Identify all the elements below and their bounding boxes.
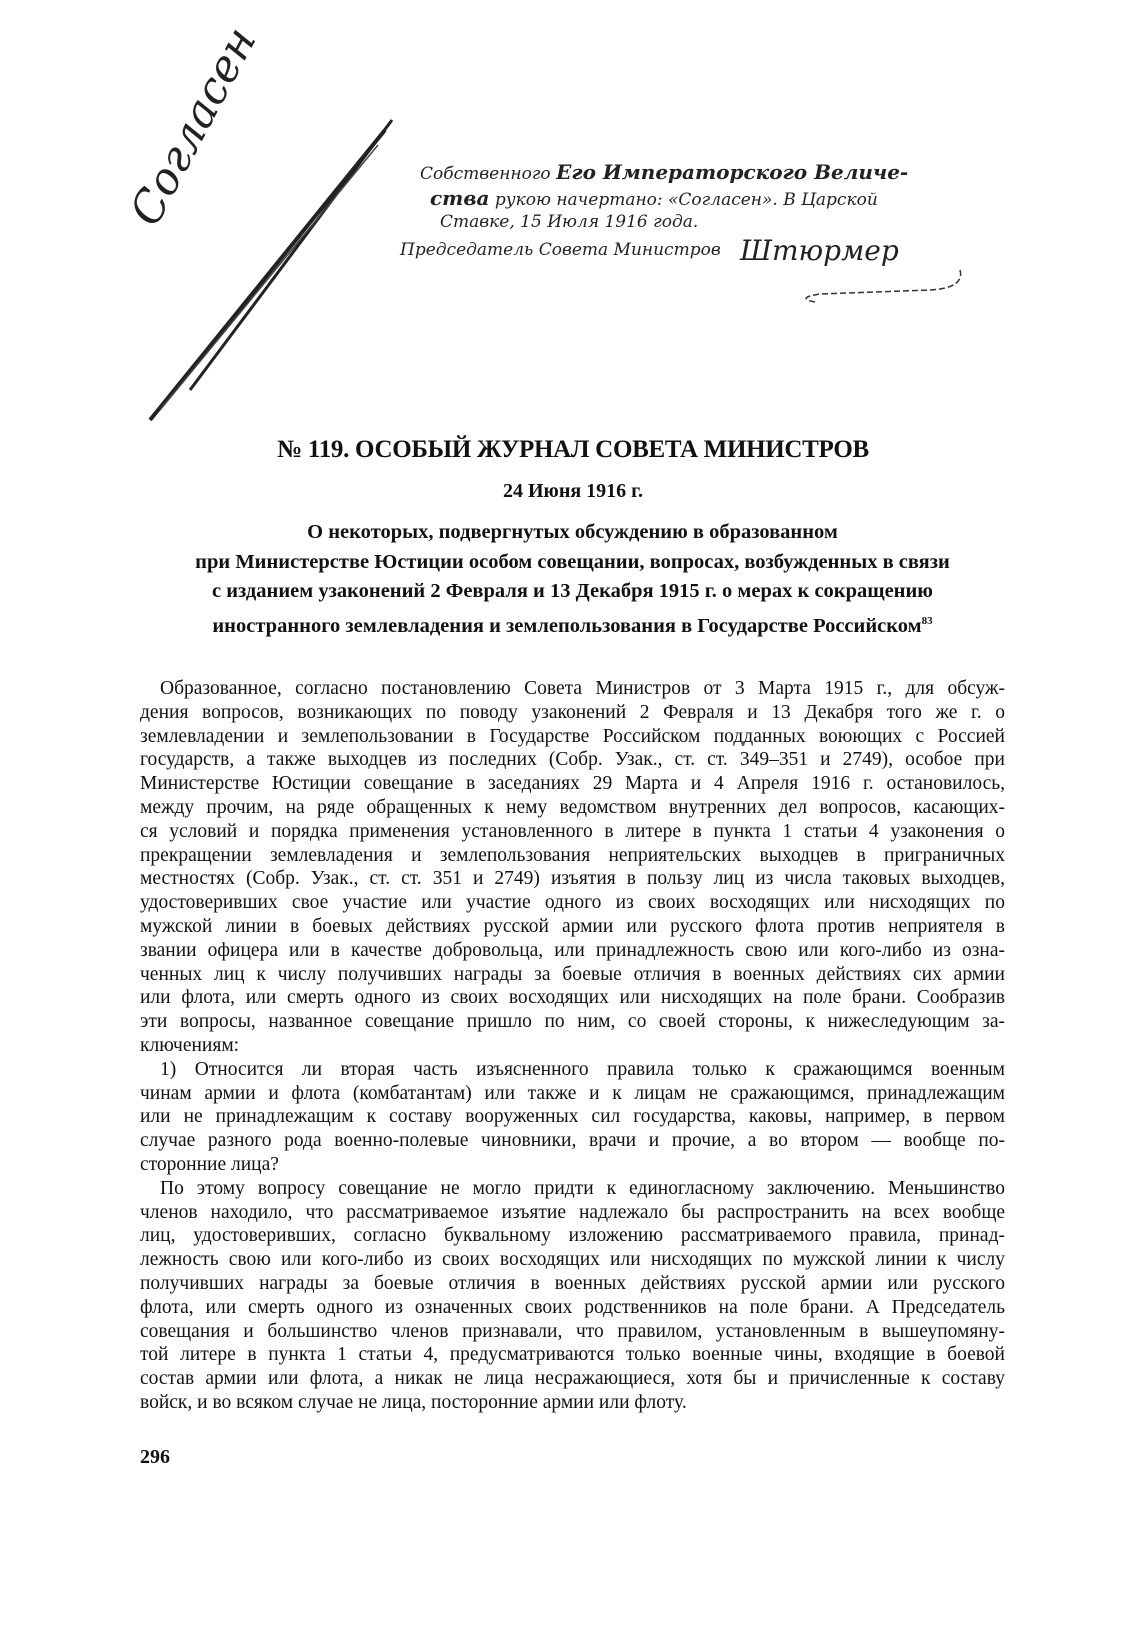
- body-line: получивших награды за боевые отличия в военных действиях русской армии или русского: [140, 1272, 1005, 1294]
- body-line: мужской линии в боевых действиях русской армии или русского флота против неприятеля в: [140, 915, 1005, 937]
- body-line: местностях (Собр. Узак., ст. ст. 351 и 2749) изъятия в пользу лиц из числа таковых выходцев,: [140, 868, 1005, 890]
- body-line: эти вопросы, названное совещание пришло по ним, со своей стороны, к нижеследующим за-: [140, 1011, 1005, 1033]
- body-line: ключениям:: [140, 1034, 240, 1056]
- body-line: По этому вопросу совещание не могло придти к единогласному заключению. Меньшинство: [160, 1177, 1005, 1199]
- body-line: флота, или смерть одного из означенных своих родственников на поле брани. А Председатель: [140, 1296, 1005, 1318]
- document-subtitle: [140, 518, 1005, 641]
- body-line: 1) Относится ли вторая часть изъясненного правила только к сражающимся военным: [160, 1058, 1005, 1080]
- facsimile-line-1: Собственного Его Императорского Величе-: [420, 160, 909, 184]
- body-line: Министерстве Юстиции совещание в заседаниях 29 Марта и 4 Апреля 1916 г. остановилось,: [140, 773, 1005, 795]
- document-title: № 119. ОСОБЫЙ ЖУРНАЛ СОВЕТА МИНИСТРОВ: [277, 436, 869, 463]
- body-line: состав армии или флота, а никак не лица несражающиеся, хотя бы и причисленные к составу: [140, 1368, 1005, 1390]
- subtitle-line: при Министерстве Юстиции особом совещании, вопросах, возбужденных в связи: [195, 550, 950, 573]
- subtitle-line: с изданием узаконений 2 Февраля и 13 Декабря 1915 г. о мерах к сокращению: [212, 580, 933, 602]
- body-line: государств, а также выходцев из последних (Собр. Узак., ст. ст. 349–351 и 2749), особое при: [140, 749, 1005, 771]
- body-line: Образованное, согласно постановлению Совета Министров от 3 Марта 1915 г., для обсуж-: [160, 678, 1005, 699]
- resolution-strokes: [130, 90, 410, 440]
- body-line: или не принадлежащим к составу вооруженных сил государства, каковы, например, в первом: [140, 1106, 1005, 1128]
- body-line: звании офицера или в качестве добровольца, или принадлежность свою или кого-либо из озна-: [140, 939, 1005, 961]
- body-line: удостоверивших свое участие или участие одного из своих восходящих или нисходящих по: [140, 892, 1005, 914]
- body-line: ченных лиц к числу получивших награды за боевые отличия в военных действиях сих армии: [140, 963, 1005, 985]
- marginal-resolution: Согласен: [120, 19, 267, 234]
- document-date: 24 Июня 1916 г.: [502, 480, 643, 502]
- body-line: случае разного рода военно-полевые чиновники, врачи и прочие, а во втором — вообще по-: [140, 1130, 1005, 1152]
- body-text: [140, 677, 1005, 1415]
- body-line: сторонние лица?: [140, 1153, 279, 1175]
- body-line: между прочим, на ряде обращенных к нему ведомством внутренних дел вопросов, касающих-: [140, 796, 1005, 818]
- facsimile-line-4: Председатель Совета Министров: [400, 240, 721, 260]
- body-line: землевладении и землепользовании в Государстве Российском подданных воюющих с Россией: [140, 725, 1005, 747]
- body-line: лежность свою или кого-либо из своих восходящих или нисходящих по мужской линии к числу: [140, 1249, 1005, 1271]
- chairman-signature: Штюрмер: [740, 234, 899, 267]
- body-line: совещания и большинство членов признавали, что правилом, установленным в вышеупомяну-: [140, 1320, 1005, 1342]
- body-line: дения вопросов, возникающих по поводу узаконений 2 Февраля и 13 Декабря того же г. о: [140, 701, 1005, 723]
- subtitle-line: иностранного землевладения и землепользования в Государстве Российском$^{83}$: [212, 614, 933, 637]
- body-line: лиц, удостоверивших, согласно буквальному изложению рассматриваемого правила, принад-: [140, 1225, 1005, 1247]
- facsimile-line-3: Ставке, 15 Июля 1916 года.: [440, 212, 699, 232]
- body-line: той литере в пункта 1 статьи 4, предусматриваются только военные чины, входящие в боевой: [140, 1344, 1005, 1366]
- body-line: прекращении землевладения и землепользования неприятельских выходцев в приграничных: [140, 844, 1005, 866]
- footnote-ref: 83: [921, 614, 933, 627]
- body-line: войск, и во всяком случае не лица, посторонние армии или флоту.: [140, 1391, 687, 1413]
- body-line: чинам армии и флота (комбатантам) или также и к лицам не сражающимся, принадлежащим: [140, 1082, 1005, 1104]
- body-line: или флота, или смерть одного из своих восходящих или нисходящих на поле брани. Сообразив: [140, 987, 1005, 1009]
- signature-flourish: [790, 268, 970, 308]
- page-number: 296: [140, 1446, 170, 1468]
- subtitle-line: О некоторых, подвергнутых обсуждению в образованном: [307, 521, 838, 543]
- facsimile-line-2: ства рукою начертано: «Согласен». В Царской: [430, 186, 878, 210]
- body-line: ся условий и порядка применения установленного в литере в пункта 1 статьи 4 узаконения о: [140, 820, 1005, 842]
- body-line: членов находило, что рассматриваемое изъятие надлежало бы распространить на всех вообще: [140, 1201, 1005, 1223]
